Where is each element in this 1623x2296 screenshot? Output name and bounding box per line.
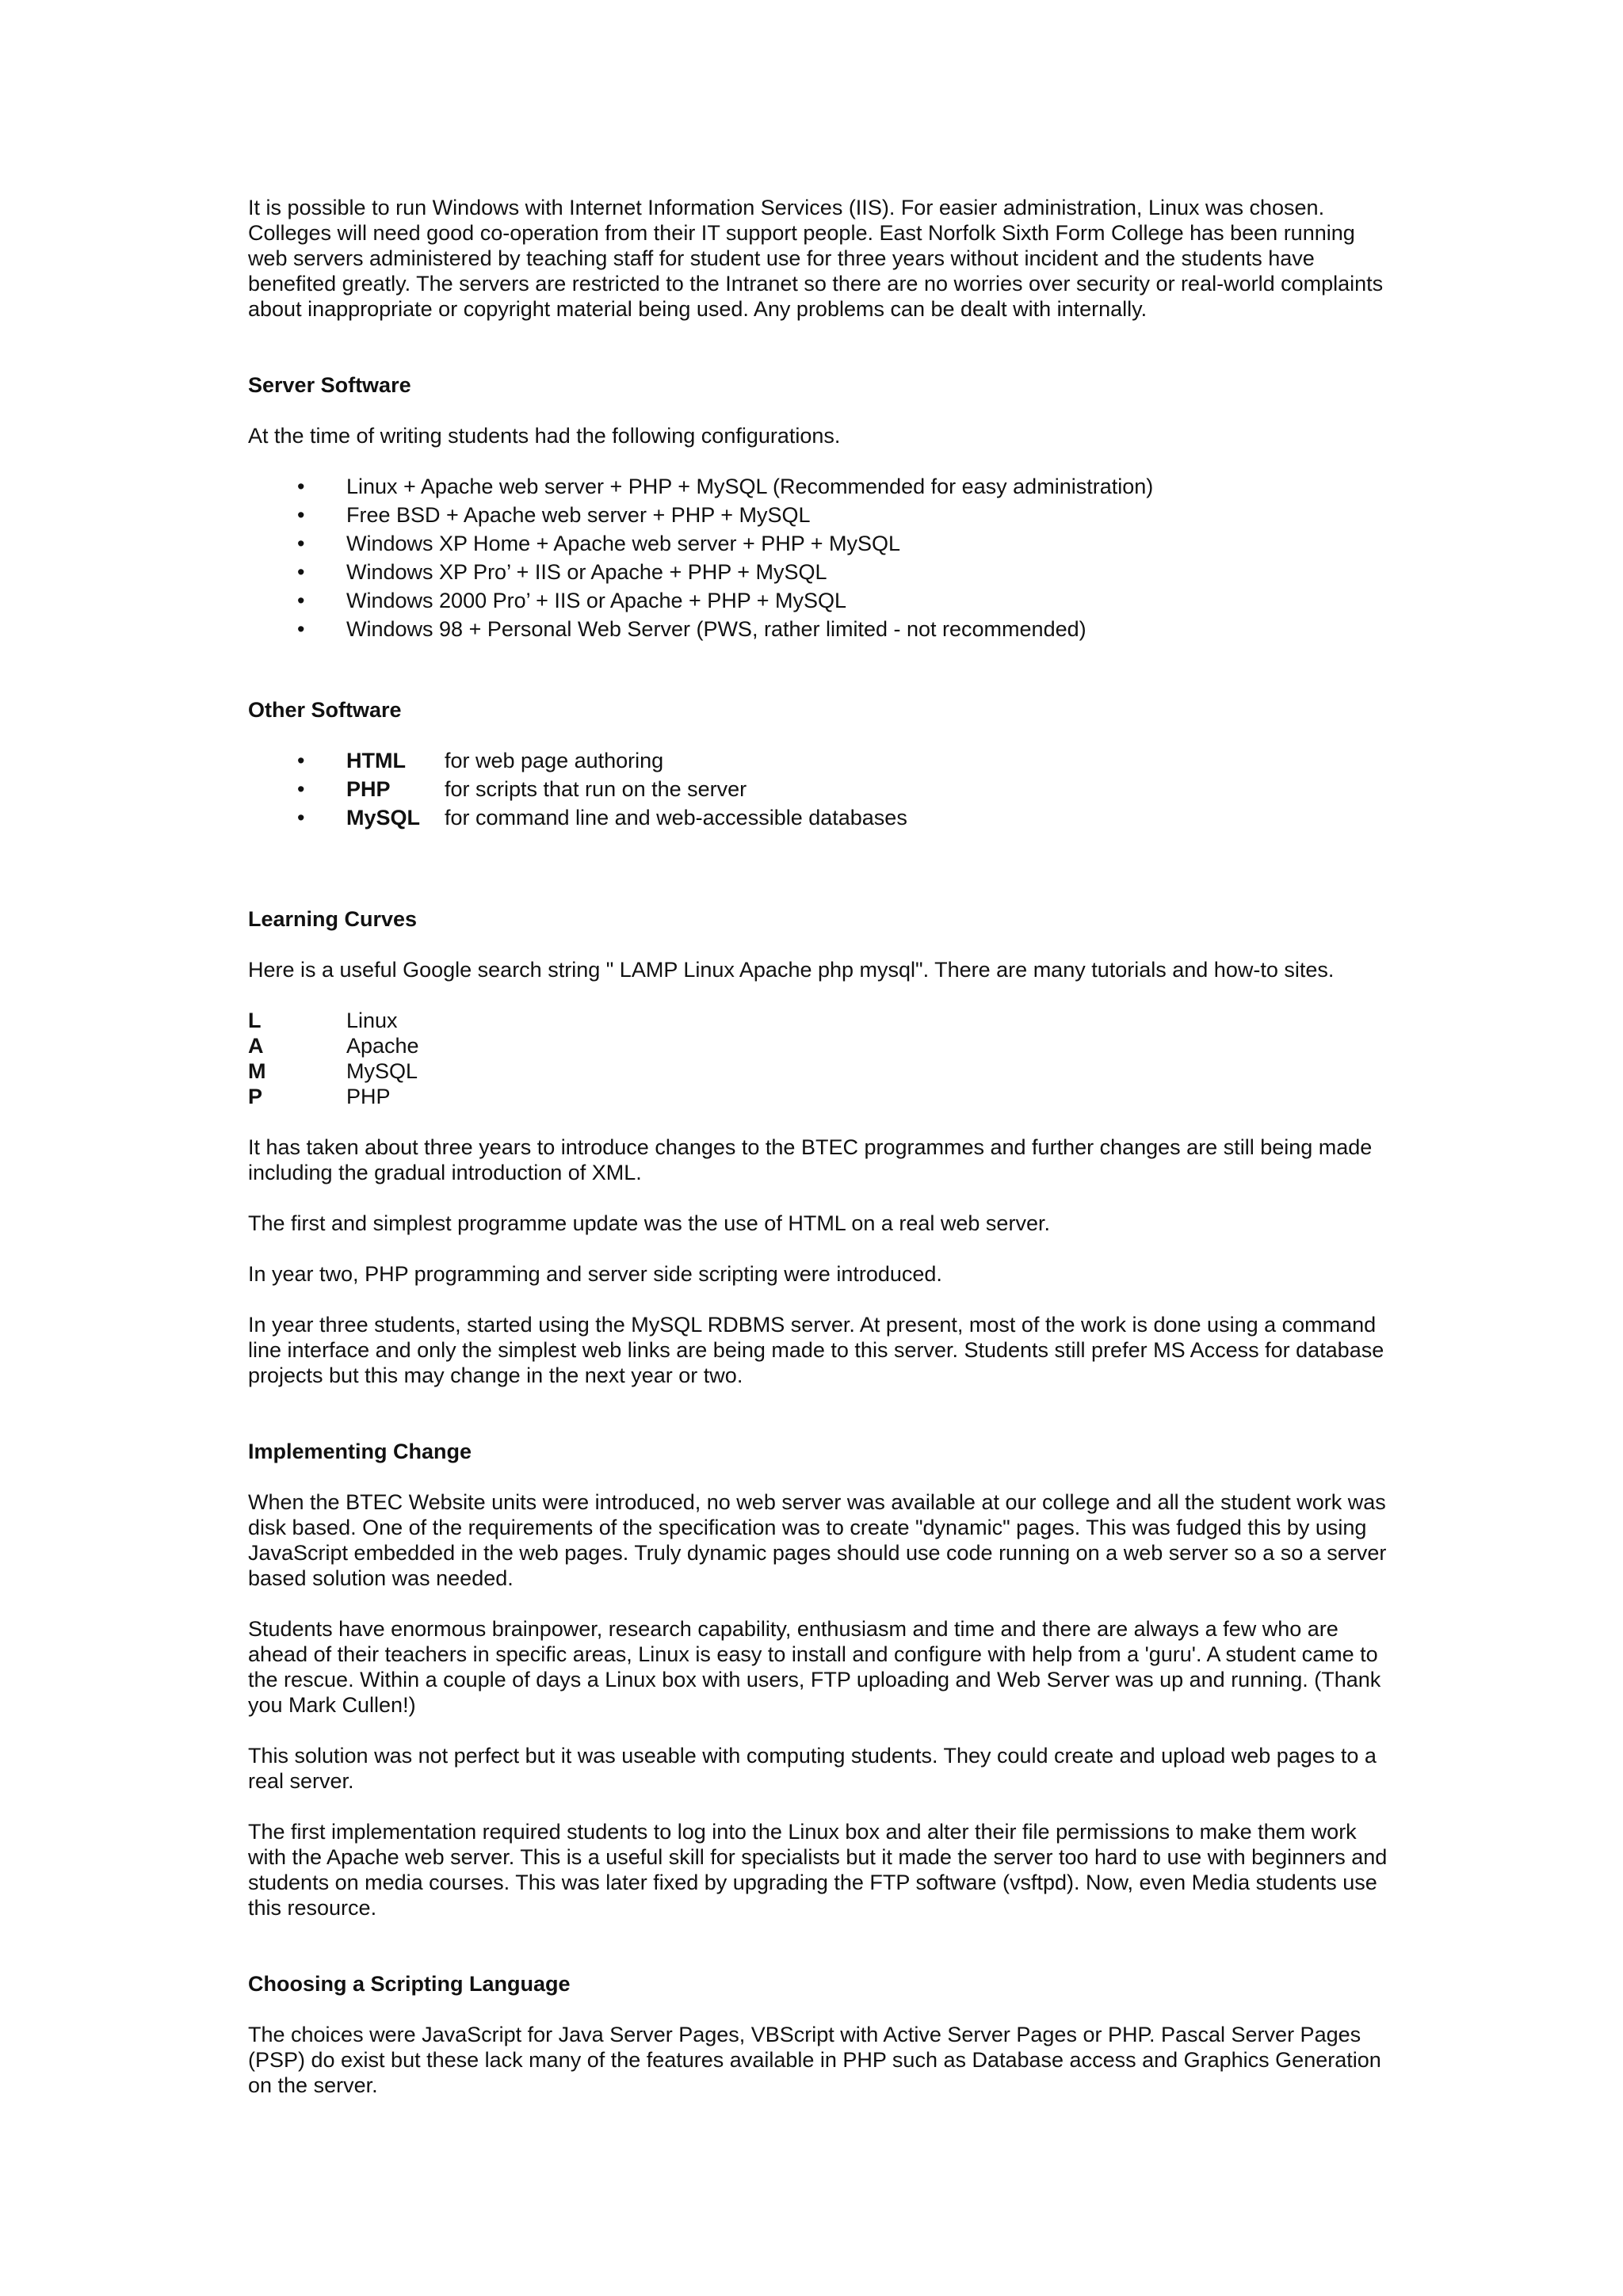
lamp-word: Linux: [346, 1009, 398, 1032]
learning-curves-paragraph: In year two, PHP programming and server side scripting were introduced.: [248, 1262, 942, 1286]
other-software-list: [248, 746, 1399, 832]
list-item: [248, 803, 1399, 832]
scripting-paragraph: The choices were JavaScript for Java Server Pages, VBScript with Active Server Pages or PHP. Pascal Server Pages (PSP) do exist but these lack many of the features available in PHP such as Database access and Graphics Generation on the server.: [248, 2023, 1381, 2097]
implementing-change-paragraph: The first implementation required students to log into the Linux box and alter their file permissions to make them work with the Apache web server. This is a useful skill for specialists but it made the server too hard to use with beginners and students on media courses. This was later fixed by upgrading the FTP software (vsftpd). Now, even Media students use this resource.: [248, 1820, 1388, 1920]
heading-server-software: Server Software: [248, 373, 411, 397]
server-config-list: [248, 472, 1399, 643]
bullet-icon: •: [297, 617, 305, 641]
heading-other-software: Other Software: [248, 698, 402, 722]
lamp-word: Apache: [346, 1034, 419, 1058]
learning-curves-paragraph: The first and simplest programme update was the use of HTML on a real web server.: [248, 1211, 1050, 1235]
bullet-icon: •: [297, 532, 305, 555]
heading-scripting-language: Choosing a Scripting Language: [248, 1972, 571, 1996]
software-desc: for web page authoring: [445, 749, 664, 772]
heading-implementing-change: Implementing Change: [248, 1440, 472, 1463]
list-item: • Linux + Apache web server + PHP + MySQL (Recommended for easy administration): [248, 472, 1399, 501]
lamp-row: [248, 1058, 1399, 1084]
learning-curves-paragraph: It has taken about three years to introduce changes to the BTEC programmes and further changes are still being made including the gradual introduction of XML.: [248, 1135, 1373, 1184]
software-desc: for command line and web-accessible databases: [445, 806, 907, 830]
list-item: • Free BSD + Apache web server + PHP + MySQL: [248, 501, 1399, 529]
software-name: PHP: [346, 777, 391, 801]
implementing-change-paragraph: This solution was not perfect but it was useable with computing students. They could create and upload web pages to a real server.: [248, 1744, 1377, 1793]
software-desc: for scripts that run on the server: [445, 777, 747, 801]
implementing-change-paragraph: When the BTEC Website units were introduced, no web server was available at our college and all the student work was disk based. One of the requirements of the specification was to create "dynamic" pages. This was fudged this by using JavaScript embedded in the web pages. Truly dynamic pages should use code running on a web server so a so a server based solution was needed.: [248, 1490, 1387, 1590]
bullet-icon: •: [297, 777, 305, 801]
software-name: MySQL: [346, 806, 421, 830]
lamp-letter: P: [248, 1085, 263, 1108]
lamp-row: [248, 1033, 1399, 1058]
bullet-icon: •: [297, 560, 305, 584]
list-item: • Windows XP Pro’ + IIS or Apache + PHP + MySQL: [248, 558, 1399, 586]
intro-paragraph: It is possible to run Windows with Internet Information Services (IIS). For easier administration, Linux was chosen. Colleges will need good co-operation from their IT support people. East Norfolk Sixth Form College has been running web servers administered by teaching staff for student use for three years without incident and the students have benefited greatly. The servers are restricted to the Intranet so there are no worries over security or real-world complaints about inappropriate or copyright material being used. Any problems can be dealt with internally.: [248, 196, 1384, 321]
bullet-icon: •: [297, 503, 305, 527]
list-item: • Windows 98 + Personal Web Server (PWS, rather limited - not recommended): [248, 615, 1399, 643]
software-name: HTML: [346, 749, 406, 772]
bullet-icon: •: [297, 806, 305, 830]
lamp-row: [248, 1084, 1399, 1109]
learning-curves-paragraph: In year three students, started using the MySQL RDBMS server. At present, most of the work is done using a command line interface and only the simplest web links are being made to this server. Students still prefer MS Access for database projects but this may change in the next year or two.: [248, 1313, 1384, 1387]
lamp-word: PHP: [346, 1085, 391, 1108]
lamp-acronym: [248, 1008, 1399, 1109]
bullet-icon: •: [297, 749, 305, 772]
lamp-word: MySQL: [346, 1059, 418, 1083]
learning-curves-intro: Here is a useful Google search string " LAMP Linux Apache php mysql". There are many tutorials and how-to sites.: [248, 958, 1335, 982]
lamp-letter: A: [248, 1034, 264, 1058]
lamp-row: [248, 1008, 1399, 1033]
implementing-change-paragraph: Students have enormous brainpower, research capability, enthusiasm and time and there are always a few who are ahead of their teachers in specific areas, Linux is easy to install and configure with help from a 'guru'. A student came to the rescue. Within a couple of days a Linux box with users, FTP uploading and Web Server was up and running. (Thank you Mark Cullen!): [248, 1617, 1381, 1717]
lamp-letter: L: [248, 1009, 262, 1032]
bullet-icon: •: [297, 589, 305, 612]
list-item: • Windows XP Home + Apache web server + PHP + MySQL: [248, 529, 1399, 558]
server-software-intro: At the time of writing students had the following configurations.: [248, 424, 841, 448]
list-item: [248, 775, 1399, 803]
bullet-icon: •: [297, 475, 305, 498]
lamp-letter: M: [248, 1059, 266, 1083]
heading-learning-curves: Learning Curves: [248, 907, 418, 931]
list-item: • Windows 2000 Pro’ + IIS or Apache + PHP + MySQL: [248, 586, 1399, 615]
document-page: [248, 195, 1399, 2098]
list-item: [248, 746, 1399, 775]
